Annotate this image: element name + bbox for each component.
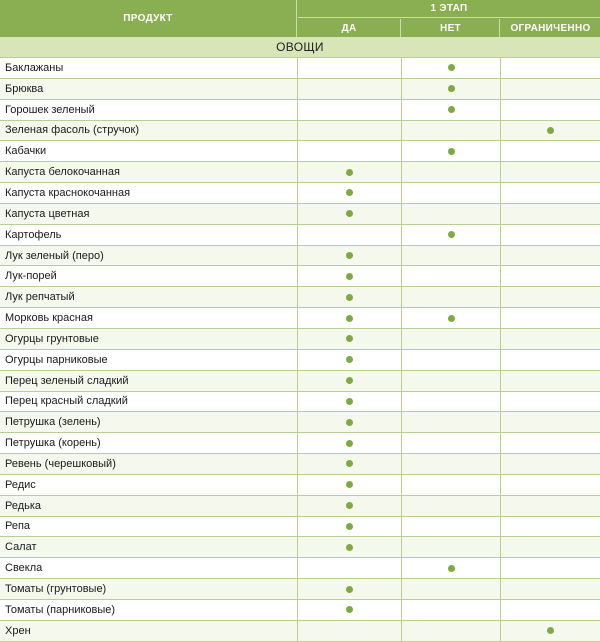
dot-icon	[346, 523, 353, 530]
cell-limited	[501, 121, 600, 141]
dot-icon	[346, 544, 353, 551]
cell-limited	[501, 558, 600, 578]
product-name: Огурцы парниковые	[0, 350, 298, 370]
cell-yes	[298, 350, 402, 370]
dot-icon	[448, 85, 455, 92]
cell-no	[402, 496, 501, 516]
cell-no	[402, 433, 501, 453]
cell-limited	[501, 329, 600, 349]
dot-icon	[448, 64, 455, 71]
dot-icon	[346, 294, 353, 301]
cell-yes	[298, 329, 402, 349]
cell-yes	[298, 558, 402, 578]
cell-limited	[501, 266, 600, 286]
cell-limited	[501, 600, 600, 620]
table-row	[0, 475, 600, 496]
cell-yes	[298, 579, 402, 599]
table-row	[0, 350, 600, 371]
cell-no	[402, 141, 501, 161]
dot-icon	[346, 481, 353, 488]
dot-icon	[346, 169, 353, 176]
product-name: Капуста краснокочанная	[0, 183, 298, 203]
product-name: Перец зеленый сладкий	[0, 371, 298, 391]
cell-yes	[298, 100, 402, 120]
cell-limited	[501, 392, 600, 412]
cell-no	[402, 79, 501, 99]
cell-no	[402, 287, 501, 307]
cell-yes	[298, 621, 402, 641]
dot-icon	[346, 502, 353, 509]
product-name: Петрушка (корень)	[0, 433, 298, 453]
product-name: Зеленая фасоль (стручок)	[0, 121, 298, 141]
cell-limited	[501, 246, 600, 266]
table-row	[0, 287, 600, 308]
cell-yes	[298, 58, 402, 78]
table-header	[0, 0, 600, 37]
dot-icon	[346, 252, 353, 259]
dot-icon	[448, 565, 455, 572]
cell-no	[402, 579, 501, 599]
cell-no	[402, 392, 501, 412]
product-name: Томаты (грунтовые)	[0, 579, 298, 599]
product-name: Ревень (черешковый)	[0, 454, 298, 474]
dot-icon	[346, 460, 353, 467]
dot-icon	[346, 189, 353, 196]
cell-no	[402, 162, 501, 182]
cell-no	[402, 600, 501, 620]
cell-yes	[298, 537, 402, 557]
table-row	[0, 537, 600, 558]
cell-limited	[501, 621, 600, 641]
cell-limited	[501, 162, 600, 182]
cell-yes	[298, 225, 402, 245]
cell-limited	[501, 579, 600, 599]
cell-limited	[501, 350, 600, 370]
cell-no	[402, 100, 501, 120]
table-row	[0, 558, 600, 579]
table-row	[0, 371, 600, 392]
cell-no	[402, 121, 501, 141]
product-name: Баклажаны	[0, 58, 298, 78]
cell-no	[402, 621, 501, 641]
cell-yes	[298, 600, 402, 620]
cell-yes	[298, 246, 402, 266]
cell-limited	[501, 517, 600, 537]
dot-icon	[547, 627, 554, 634]
cell-yes	[298, 204, 402, 224]
product-name: Редька	[0, 496, 298, 516]
product-name: Огурцы грунтовые	[0, 329, 298, 349]
table-row	[0, 329, 600, 350]
cell-yes	[298, 475, 402, 495]
cell-limited	[501, 287, 600, 307]
product-name: Горошек зеленый	[0, 100, 298, 120]
cell-limited	[501, 475, 600, 495]
table-row	[0, 79, 600, 100]
table-row	[0, 204, 600, 225]
product-name: Петрушка (зелень)	[0, 412, 298, 432]
dot-icon	[448, 148, 455, 155]
table-row	[0, 225, 600, 246]
cell-yes	[298, 287, 402, 307]
cell-yes	[298, 183, 402, 203]
cell-no	[402, 246, 501, 266]
cell-yes	[298, 433, 402, 453]
cell-limited	[501, 141, 600, 161]
cell-yes	[298, 162, 402, 182]
product-name: Капуста белокочанная	[0, 162, 298, 182]
table-row	[0, 246, 600, 267]
product-name: Свекла	[0, 558, 298, 578]
product-name: Томаты (парниковые)	[0, 600, 298, 620]
table-body	[0, 58, 600, 642]
cell-limited	[501, 225, 600, 245]
dot-icon	[448, 106, 455, 113]
product-name: Перец красный сладкий	[0, 392, 298, 412]
dot-icon	[346, 273, 353, 280]
product-name: Брюква	[0, 79, 298, 99]
cell-limited	[501, 100, 600, 120]
column-header-stage: 1 ЭТАП	[298, 0, 600, 18]
table-row	[0, 58, 600, 79]
table-row	[0, 266, 600, 287]
cell-yes	[298, 454, 402, 474]
cell-limited	[501, 204, 600, 224]
product-name: Редис	[0, 475, 298, 495]
dot-icon	[346, 440, 353, 447]
cell-limited	[501, 79, 600, 99]
cell-no	[402, 204, 501, 224]
dot-icon	[448, 315, 455, 322]
cell-no	[402, 558, 501, 578]
cell-limited	[501, 454, 600, 474]
table-row	[0, 308, 600, 329]
cell-yes	[298, 392, 402, 412]
cell-no	[402, 183, 501, 203]
cell-limited	[501, 496, 600, 516]
dot-icon	[346, 586, 353, 593]
cell-no	[402, 517, 501, 537]
cell-no	[402, 475, 501, 495]
cell-no	[402, 454, 501, 474]
table-row	[0, 162, 600, 183]
column-header-no: НЕТ	[402, 19, 500, 37]
cell-no	[402, 537, 501, 557]
cell-limited	[501, 183, 600, 203]
product-name: Картофель	[0, 225, 298, 245]
dot-icon	[346, 335, 353, 342]
cell-limited	[501, 308, 600, 328]
product-name: Лук репчатый	[0, 287, 298, 307]
table-row	[0, 600, 600, 621]
product-name: Морковь красная	[0, 308, 298, 328]
cell-no	[402, 412, 501, 432]
table-row	[0, 454, 600, 475]
cell-yes	[298, 517, 402, 537]
cell-no	[402, 350, 501, 370]
cell-no	[402, 225, 501, 245]
cell-yes	[298, 266, 402, 286]
cell-yes	[298, 412, 402, 432]
column-header-limited: ОГРАНИЧЕННО	[510, 22, 591, 34]
cell-no	[402, 371, 501, 391]
table-row	[0, 121, 600, 142]
column-header-product: ПРОДУКТ	[0, 0, 297, 37]
product-name: Капуста цветная	[0, 204, 298, 224]
cell-limited	[501, 371, 600, 391]
dot-icon	[346, 377, 353, 384]
product-name: Хрен	[0, 621, 298, 641]
dot-icon	[346, 315, 353, 322]
cell-limited	[501, 433, 600, 453]
table-row	[0, 433, 600, 454]
table-row	[0, 517, 600, 538]
product-name: Кабачки	[0, 141, 298, 161]
cell-no	[402, 266, 501, 286]
dot-icon	[346, 210, 353, 217]
cell-no	[402, 58, 501, 78]
dot-icon	[547, 127, 554, 134]
cell-limited	[501, 537, 600, 557]
cell-no	[402, 308, 501, 328]
cell-limited	[501, 412, 600, 432]
dot-icon	[346, 398, 353, 405]
cell-no	[402, 329, 501, 349]
table-row	[0, 621, 600, 642]
column-header-yes: ДА	[298, 19, 401, 37]
table-row	[0, 183, 600, 204]
table-row	[0, 100, 600, 121]
cell-yes	[298, 496, 402, 516]
product-name: Лук зеленый (перо)	[0, 246, 298, 266]
dot-icon	[346, 606, 353, 613]
cell-yes	[298, 141, 402, 161]
cell-limited	[501, 58, 600, 78]
table-row	[0, 141, 600, 162]
cell-yes	[298, 121, 402, 141]
product-name: Салат	[0, 537, 298, 557]
table-row	[0, 412, 600, 433]
cell-yes	[298, 371, 402, 391]
product-name: Репа	[0, 517, 298, 537]
dot-icon	[448, 231, 455, 238]
table-row	[0, 496, 600, 517]
section-title: ОВОЩИ	[0, 37, 600, 58]
table-row	[0, 392, 600, 413]
cell-yes	[298, 79, 402, 99]
table-row	[0, 579, 600, 600]
dot-icon	[346, 419, 353, 426]
cell-yes	[298, 308, 402, 328]
product-name: Лук-порей	[0, 266, 298, 286]
dot-icon	[346, 356, 353, 363]
